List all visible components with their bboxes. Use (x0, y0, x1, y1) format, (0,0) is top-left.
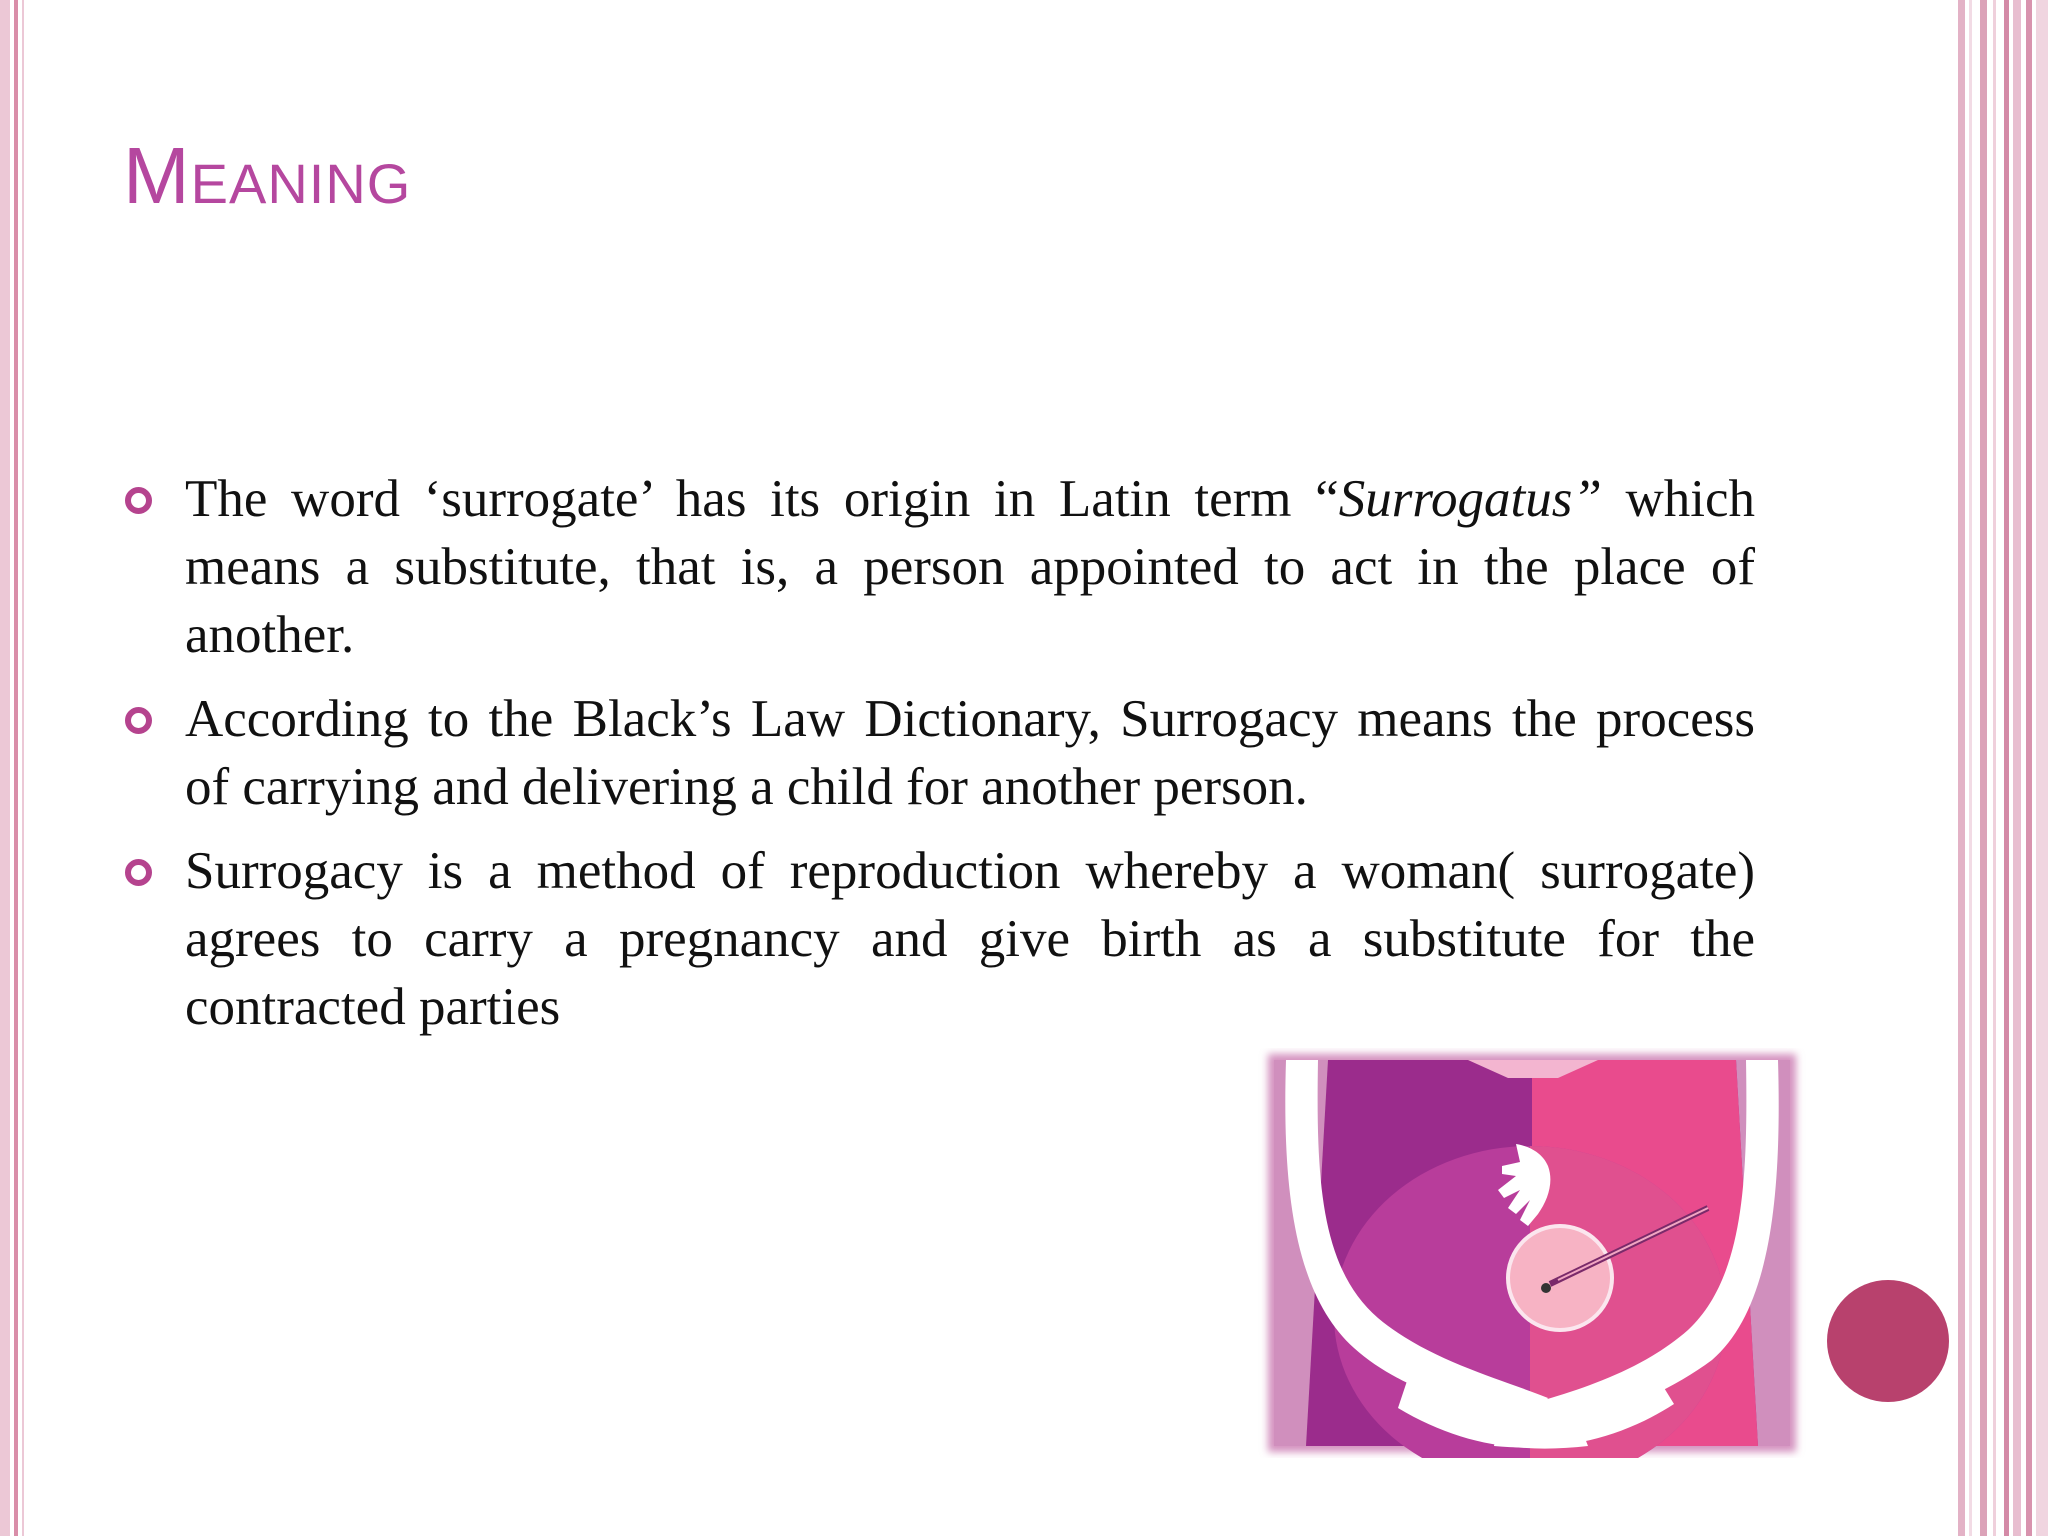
right-border-stripe (1958, 0, 1965, 1536)
bullet-item (125, 837, 1755, 1041)
bullet-icon (125, 487, 152, 514)
right-border-stripe (2004, 0, 2009, 1536)
bullet-icon (125, 859, 152, 886)
bullet-text: The word ‘surrogate’ has its origin in Latin term “Surrogatus” which means a substitute, that is, a person appointed to act in the place of another. (185, 470, 1755, 664)
accent-circle (1827, 1280, 1949, 1402)
right-border-stripe (2036, 0, 2048, 1536)
right-border-stripe (1969, 0, 1972, 1536)
left-border-line (0, 0, 10, 1536)
bullet-item (125, 685, 1755, 821)
right-border-stripe (1993, 0, 1996, 1536)
left-border-line (22, 0, 24, 1536)
right-border-stripe (1980, 0, 1987, 1536)
bullet-text: Surrogacy is a method of reproduction whereby a woman( surrogate) agrees to carry a pregnancy and give birth as a substitute for the contracted parties (185, 842, 1755, 1036)
left-border-line (14, 0, 18, 1536)
slide-title: Meaning (123, 131, 412, 220)
bullet-text: According to the Black’s Law Dictionary, Surrogacy means the process of carrying and delivering a child for another person. (185, 690, 1755, 816)
right-border-stripe (2013, 0, 2021, 1536)
bullet-list (125, 465, 1755, 1057)
bullet-icon (125, 707, 152, 734)
right-border-stripe (2026, 0, 2032, 1536)
bullet-item (125, 465, 1755, 669)
pregnant-belly-ivf-icon (1258, 1048, 1806, 1458)
